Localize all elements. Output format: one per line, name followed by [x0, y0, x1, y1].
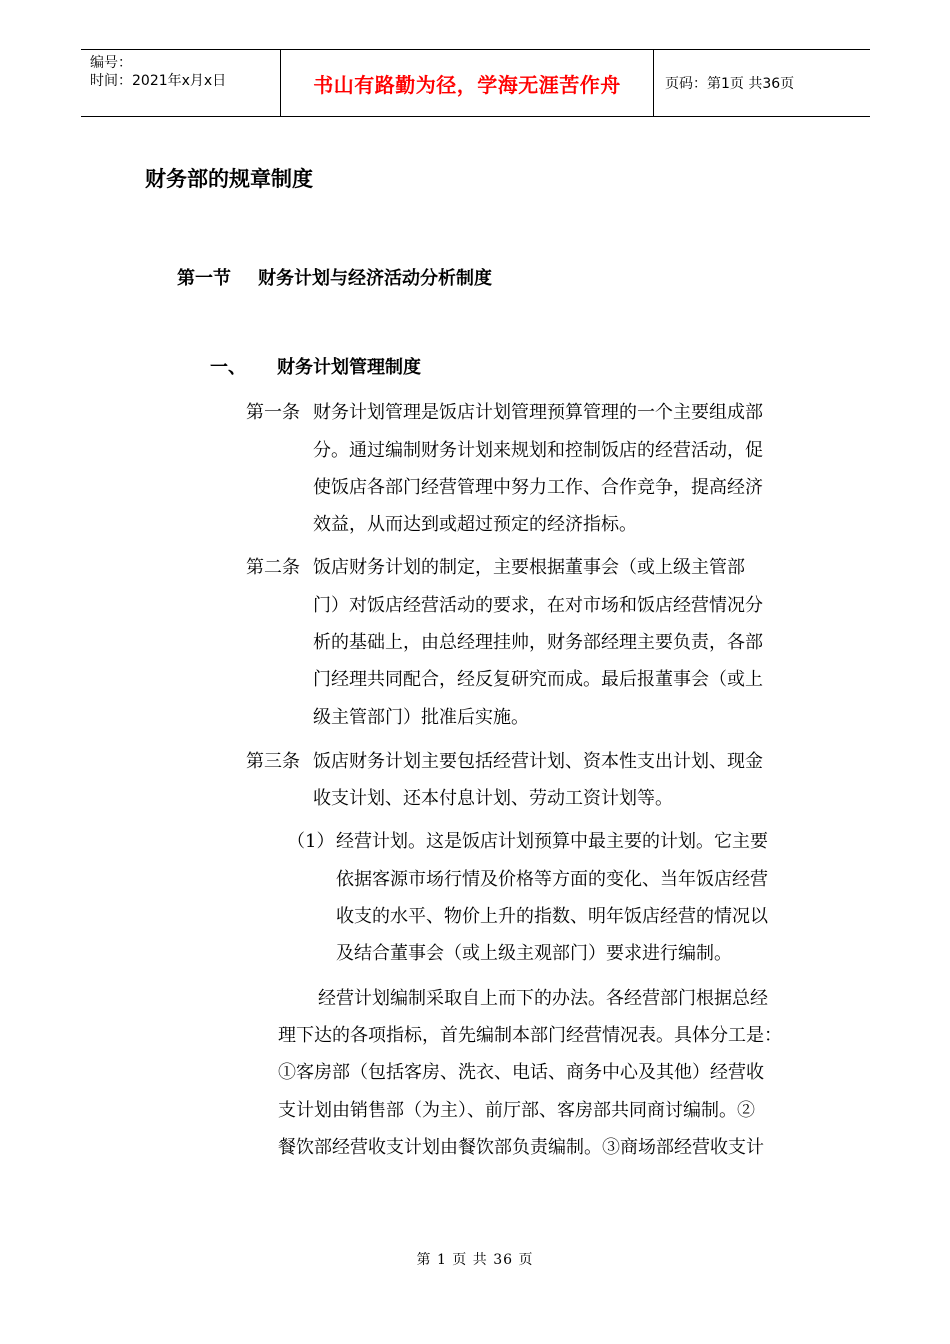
- paragraph-line: 餐饮部经营收支计划由餐饮部负责编制。③商场部经营收支计: [278, 1137, 764, 1158]
- article-line: 财务计划管理是饭店计划管理预算管理的一个主要组成部: [313, 402, 763, 423]
- item-line: 及结合董事会（或上级主观部门）要求进行编制。: [336, 943, 732, 964]
- document-title: 财务部的规章制度: [145, 167, 313, 191]
- item-line: 收支的水平、物价上升的指数、明年饭店经营的情况以: [336, 906, 768, 927]
- article-line: 饭店财务计划主要包括经营计划、资本性支出计划、现金: [313, 751, 763, 772]
- article-line: 门）对饭店经营活动的要求，在对市场和饭店经营情况分: [313, 595, 763, 616]
- article-label: 第三条: [246, 751, 300, 772]
- paragraph-line: 支计划由销售部（为主）、前厅部、客房部共同商讨编制。②: [278, 1100, 755, 1121]
- page-footer: 第 1 页 共 36 页: [416, 1252, 534, 1268]
- document-date-label: 时间：2021年x月x日: [90, 73, 227, 89]
- motto-text: 书山有路勤为径，学海无涯苦作舟: [313, 72, 621, 97]
- article-line: 门经理共同配合，经反复研究而成。最后报董事会（或上: [313, 669, 763, 690]
- article-label: 第一条: [246, 402, 300, 423]
- item-label: （1）: [287, 831, 335, 852]
- article-line: 分。通过编制财务计划来规划和控制饭店的经营活动，促: [313, 440, 763, 461]
- article-line: 收支计划、还本付息计划、劳动工资计划等。: [313, 788, 673, 809]
- page-header: [81, 49, 870, 117]
- header-meta-cell: [81, 50, 281, 116]
- section-number: 第一节: [177, 268, 231, 289]
- article-line: 析的基础上，由总经理挂帅，财务部经理主要负责，各部: [313, 632, 763, 653]
- item-line: 经营计划。这是饭店计划预算中最主要的计划。它主要: [336, 831, 768, 852]
- article-line: 级主管部门）批准后实施。: [313, 707, 529, 728]
- item-line: 依据客源市场行情及价格等方面的变化、当年饭店经营: [336, 869, 768, 890]
- article-line: 饭店财务计划的制定，主要根据董事会（或上级主管部: [313, 557, 745, 578]
- subsection-number: 一、: [210, 357, 246, 378]
- article-line: 使饭店各部门经营管理中努力工作、合作竞争，提高经济: [313, 477, 763, 498]
- page-info: 页码：第1页 共36页: [665, 76, 795, 92]
- section-title: 财务计划与经济活动分析制度: [258, 268, 492, 289]
- subsection-title: 财务计划管理制度: [277, 357, 421, 378]
- document-number-label: 编号：: [90, 55, 132, 71]
- paragraph-line: 经营计划编制采取自上而下的办法。各经营部门根据总经: [318, 988, 768, 1009]
- article-line: 效益，从而达到或超过预定的经济指标。: [313, 514, 637, 535]
- header-motto-cell: [281, 50, 654, 116]
- article-label: 第二条: [246, 557, 300, 578]
- header-page-cell: [654, 50, 870, 116]
- paragraph-line: 理下达的各项指标，首先编制本部门经营情况表。具体分工是：: [278, 1025, 782, 1046]
- paragraph-line: ①客房部（包括客房、洗衣、电话、商务中心及其他）经营收: [278, 1062, 764, 1083]
